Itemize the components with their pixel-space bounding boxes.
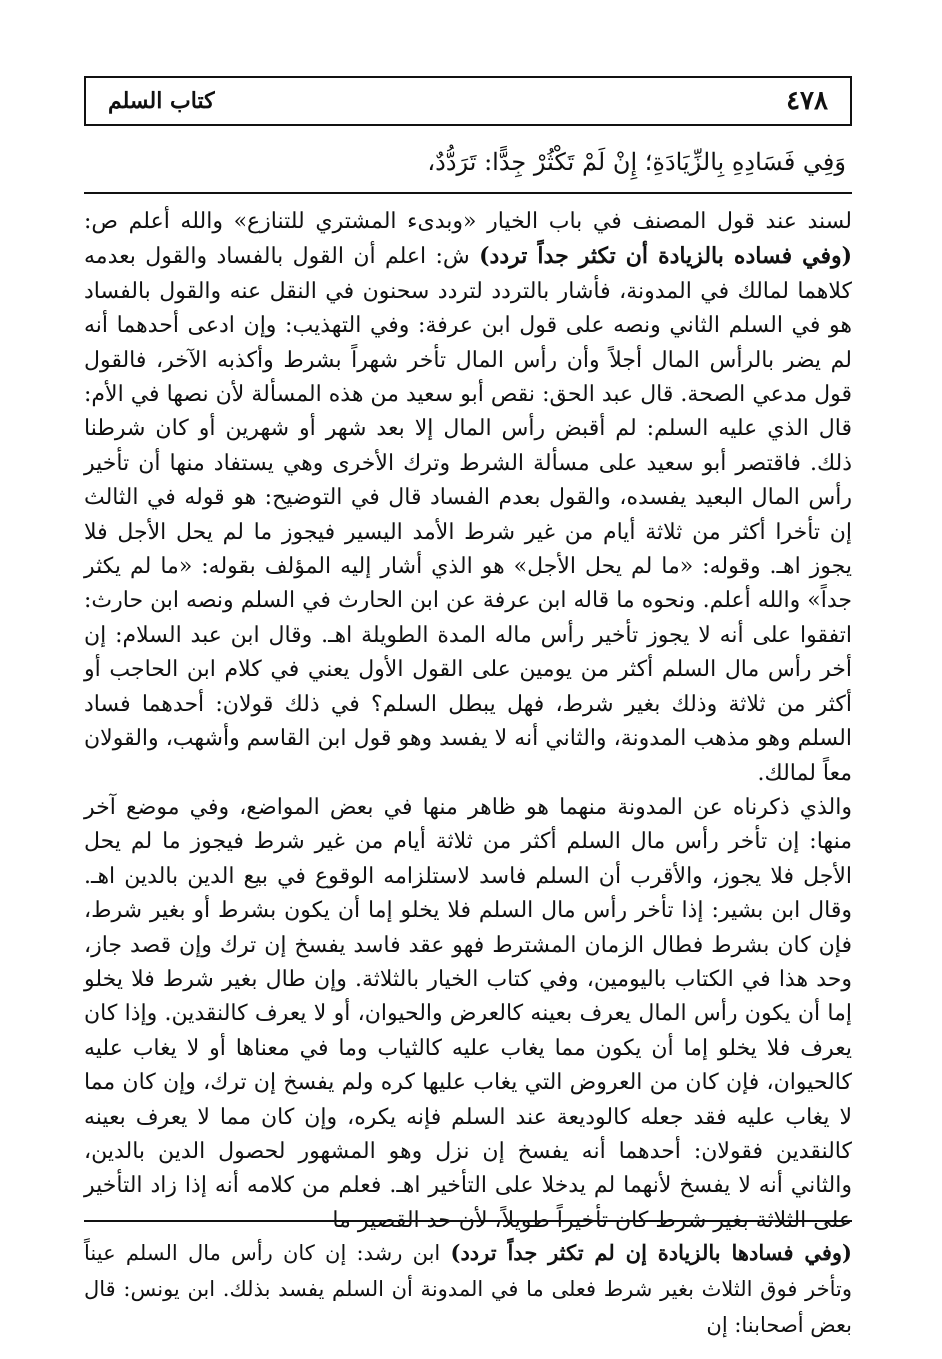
hashiya-quoted-matn: (وفي فسادها بالزيادة إن لم تكثر جداً تردد)	[450, 1240, 852, 1265]
hashiya-footnote	[84, 1235, 852, 1343]
sharh-paragraph-1	[84, 205, 852, 791]
sharh-text: لسند عند قول المصنف في باب الخيار «وبدىء المشتري للتنازع» والله أعلم ص:	[84, 209, 852, 234]
footnote-divider	[84, 1220, 852, 1222]
sharh-text: والذي ذكرناه عن المدونة منهما هو ظاهر منها في بعض المواضع، وفي موضع آخر منها: إن تأخر رأس مال السلم أكثر من ثلاثة أيام من غير شرط فيجوز ما لم يحل الأجل فلا يجوز، والأقرب أن السلم فاسد لاستلزامه الوقوع في بيع الدين بالدين اهـ. وقال ابن بشير: إذا تأخر رأس مال السلم فلا يخلو إما أن يكون بشرط أو بغير شرط، فإن كان بشرط فطال الزمان المشترط فهو عقد فاسد يفسخ إن ترك وإن قصد جاز، وحد هذا في الكتاب باليومين، وفي كتاب الخيار بالثلاثة. وإن طال بغير شرط فلا يخلو إما أن يكون رأس المال يعرف بعينه كالعرض والحيوان، أو لا يعرف كالنقدين. وإذا كان يعرف فلا يخلو إما أن يكون مما يغاب عليه كالثياب وما في معناها أو لا يغاب عليه كالحيوان، فإن كان من العروض التي يغاب عليها كره ولم يفسخ إن ترك، وإن كان مما لا يغاب عليه فقد جعله كالوديعة عند السلم فإنه يكره، وإن كان مما لا يعرف بعينه كالنقدين فقولان: أحدهما أنه يفسخ إن نزل وهو المشهور لحصول الدين بالدين، والثاني أنه لا يفسخ لأنهما لم يدخلا على التأخير اهـ. فعلم من كلامه أنه إذا زاد التأخير على الثلاثة بغير شرط كان تأخيراً طويلاً، لأن حد القصير ما	[84, 794, 852, 1233]
hashiya-text: ابن رشد: إن كان رأس مال السلم عيناً وتأخر فوق الثلاث بغير شرط فعلى ما في المدونة أن السلم يفسد بذلك. ابن يونس: قال بعض أصحابنا: إن	[84, 1241, 852, 1337]
matn-text: وَفِي فَسَادِهِ بِالزِّيَادَةِ؛ إِنْ لَمْ تَكْثُرْ جِدًّا: تَرَدُّدٌ،	[427, 148, 846, 176]
sharh-commentary	[84, 205, 852, 1238]
matn-divider	[84, 192, 852, 194]
sharh-text: ش: اعلم أن القول بالفساد والقول بعدمه كلاهما لمالك في المدونة، فأشار بالتردد لتردد سحنون في النقل عنه والقول بالفساد هو في السلم الثاني ونصه على قول ابن عرفة: وفي التهذيب: وإن ادعى أحدهما أنه لم يضر بالرأس المال أجلاً وأن رأس المال تأخر شهراً بشرط وأكذبه الآخر، فالقول قول مدعي الصحة. قال عبد الحق: نقص أبو سعيد من هذه المسألة لأن نصها في الأم: قال الذي عليه السلم: لم أقبض رأس المال إلا بعد شهر أو شهرين أو كان شرطنا ذلك. فاقتصر أبو سعيد على مسألة الشرط وترك الأخرى وهي يستفاد منها أن تأخير رأس المال البعيد يفسده، والقول بعدم الفساد قال في التوضيح: هو قوله في الثالث إن تأخرا أكثر من ثلاثة أيام من غير شرط الأمد اليسير فيجوز ما لم يحل الأجل فلا يجوز اهـ. وقوله: «ما لم يحل الأجل» هو الذي أشار إليه المؤلف بقوله: «ما لم يكثر جداً» والله أعلم. ونحوه ما قاله ابن عرفة عن ابن الحارث في السلم ونصه ابن حارث: اتفقوا على أنه لا يجوز تأخير رأس ماله المدة الطويلة اهـ. وقال ابن عبد السلام: إن أخر رأس مال السلم أكثر من يومين على القول الأول يعني في كلام ابن الحاجب أو أكثر من ثلاثة وذلك بغير شرط، فهل يبطل السلم؟ في ذلك قولان: أحدهما فساد السلم وهو مذهب المدونة، والثاني أنه لا يفسد وهو قول ابن القاسم وأشهب، والقولان معاً لمالك.	[84, 244, 852, 786]
book-title: كتاب السلم	[108, 88, 215, 114]
page-number: ٤٧٨	[786, 86, 828, 116]
page-header	[84, 76, 852, 126]
sharh-quoted-matn: (وفي فساده بالزيادة أن تكثر جداً تردد)	[479, 243, 853, 270]
sharh-paragraph-2	[84, 791, 852, 1238]
